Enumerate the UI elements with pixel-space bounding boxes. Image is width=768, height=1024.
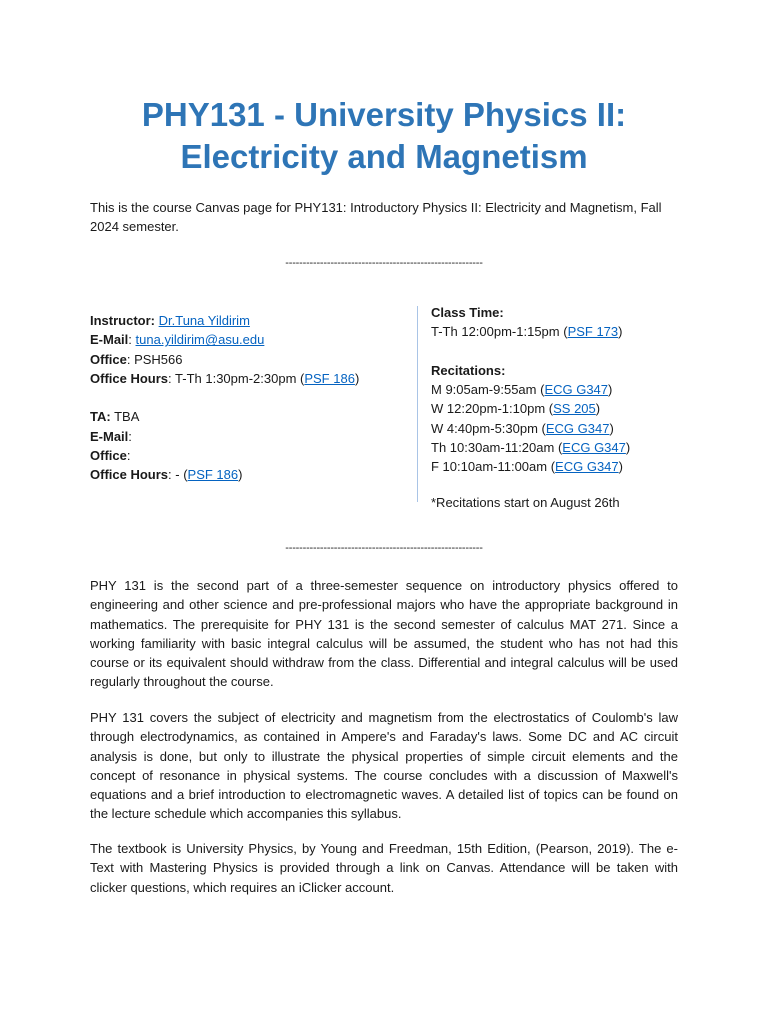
ta-hours-row: Office Hours: - (PSF 186) <box>90 467 243 483</box>
ta-office-row: Office: <box>90 448 131 464</box>
recitation-room-link[interactable]: ECG G347 <box>544 382 609 398</box>
instructor-label: Instructor: <box>90 313 155 328</box>
instructor-email-label: E-Mail <box>90 332 129 348</box>
class-time-value: T-Th 12:00pm-1:15pm ( <box>431 324 568 340</box>
ta-hours-close: ) <box>238 467 243 483</box>
class-time-close: ) <box>618 324 623 340</box>
instructor-office-label: Office <box>90 351 127 367</box>
recitation-time: F 10:10am-11:00am ( <box>431 459 556 475</box>
page-title <box>60 94 708 178</box>
recitation-room-link[interactable]: ECG G347 <box>545 420 610 436</box>
ta-hours-label: Office Hours <box>90 467 169 483</box>
recitation-time: W 4:40pm-5:30pm ( <box>431 420 546 436</box>
ta-office-label: Office <box>90 448 127 464</box>
instructor-email-link[interactable]: tuna.yildirim@asu.edu <box>135 332 265 348</box>
instructor-hours-close: ) <box>354 370 360 386</box>
instructor-row <box>90 311 410 330</box>
class-time-row <box>431 322 731 341</box>
ta-name: TBA <box>114 409 140 425</box>
class-time-label: Class Time: <box>431 305 504 320</box>
page-title-line-1: PHY131 - University Physics II: <box>141 96 627 133</box>
recitation-close: ) <box>608 382 613 398</box>
column-divider <box>417 306 418 502</box>
divider-bottom: --------------------------------------------------------- <box>285 542 483 554</box>
instructor-hours-value: T-Th 1:30pm-2:30pm ( <box>175 370 305 386</box>
recitation-close: ) <box>609 420 614 436</box>
recitation-room-link[interactable]: SS 205 <box>553 401 596 417</box>
intro-text: This is the course Canvas page for PHY131: Introductory Physics II: Electricity and Magnetism, Fall 2024 semester. <box>90 200 662 234</box>
instructor-hours-label: Office Hours <box>90 370 169 386</box>
recitation-room-link[interactable]: ECG G347 <box>555 459 619 475</box>
class-room-link[interactable]: PSF 173 <box>567 324 619 340</box>
recitations-note: *Recitations start on August 26th <box>431 494 620 510</box>
divider-top: --------------------------------------------------------- <box>285 257 483 269</box>
recitation-close: ) <box>618 459 623 475</box>
course-topics-paragraph: PHY 131 covers the subject of electricity and magnetism from the electrostatics of Coulomb's law through electrodynamics, as contained in Ampere's and Faraday's laws. Some DC and AC circuit analysis is done, but only to illustrate the physical properties of simple circuit elements and the concept of resonance in physical systems. The course concludes with a discussion of Maxwell's equations and a brief introduction to electromagnetic waves. A detailed list of topics can be found on the lecture schedule which accompanies this syllabus. <box>90 710 678 822</box>
recitation-item <box>431 380 731 399</box>
textbook-paragraph: The textbook is University Physics, by Young and Freedman, 15th Edition, (Pearson, 2019). The e-Text with Mastering Physics is provided through a link on Canvas. Attendance will be taken with clicker questions, which requires an iClicker account. <box>90 841 678 895</box>
schedule-column <box>431 303 731 512</box>
recitation-item <box>431 399 731 418</box>
recitation-close: ) <box>625 440 631 456</box>
recitation-time: M 9:05am-9:55am ( <box>431 382 545 398</box>
recitation-item <box>431 419 731 438</box>
page-title-line-2: Electricity and Magnetism <box>180 138 588 175</box>
recitation-time: Th 10:30am-11:20am ( <box>431 440 563 456</box>
ta-label: TA: <box>90 409 111 425</box>
instructor-hours-row: Office Hours: T-Th 1:30pm-2:30pm (PSF 186) <box>90 370 360 386</box>
recitation-room-link[interactable]: ECG G347 <box>562 440 626 456</box>
ta-email-row: E-Mail: <box>90 428 132 444</box>
recitations-label: Recitations: <box>431 362 506 378</box>
spacer <box>431 342 731 361</box>
instructor-hours-room-link[interactable]: PSF 186 <box>304 370 355 386</box>
recitation-close: ) <box>595 401 601 417</box>
ta-hours-room-link[interactable]: PSF 186 <box>187 467 239 483</box>
recitation-item <box>431 457 731 476</box>
instructor-name-link[interactable]: Dr.Tuna Yildirim <box>158 313 250 328</box>
ta-hours-value: - ( <box>175 467 188 483</box>
course-description-paragraph: PHY 131 is the second part of a three-semester sequence on introductory physics offered to engineering and other science and pre-professional majors who have the appropriate background in mathematics. The prerequisite for PHY 131 is the second semester of calculus MAT 271. Since a working familiarity with basic integral calculus will be assumed, the student who has not had this course or its equivalent should withdraw from the class. Differential and integral calculus will be used regularly throughout the course. <box>90 578 678 690</box>
spacer <box>90 388 410 407</box>
instructor-email-row: E-Mail: tuna.yildirim@asu.edu <box>90 332 265 348</box>
ta-row <box>90 407 410 426</box>
ta-email-label: E-Mail <box>90 428 129 444</box>
instructor-office-value: PSH566 <box>134 351 183 367</box>
recitation-item <box>431 438 731 457</box>
instructor-office-row: Office: PSH566 <box>90 351 183 367</box>
recitation-time: W 12:20pm-1:10pm ( <box>431 401 554 417</box>
contact-column <box>90 311 410 485</box>
